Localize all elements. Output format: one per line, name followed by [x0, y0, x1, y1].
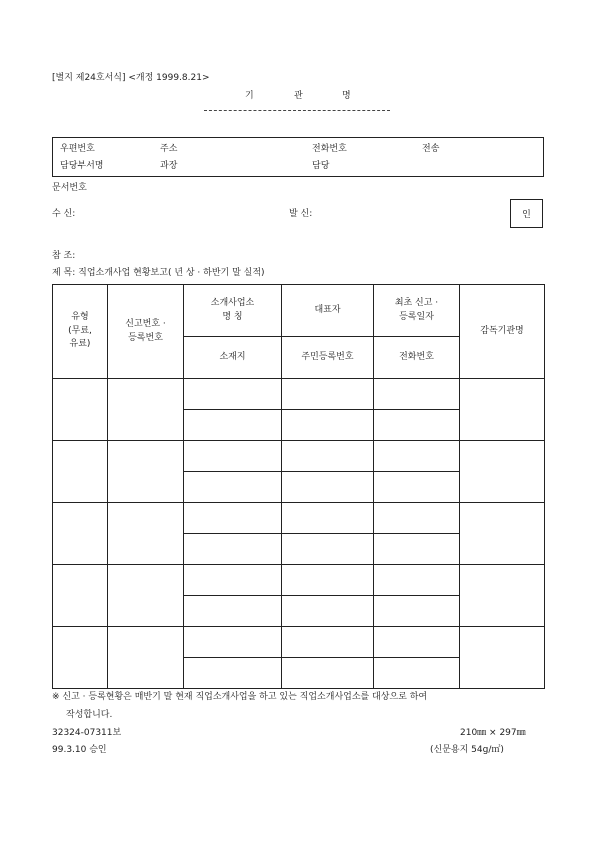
table-cell[interactable] [184, 472, 282, 503]
table-cell[interactable] [374, 534, 460, 565]
header-first-reg-line-2: 등록일자 [399, 311, 434, 322]
table-cell[interactable] [282, 658, 374, 689]
table-cell[interactable] [374, 565, 460, 596]
table-cell[interactable] [282, 472, 374, 503]
department-label: 담당부서명 [60, 161, 104, 171]
org-name-char-3: 명 [342, 91, 351, 101]
table-cell[interactable] [108, 503, 184, 565]
status-report-table [52, 284, 545, 689]
table-cell[interactable] [282, 627, 374, 658]
table-cell[interactable] [282, 503, 374, 534]
contact-info-box [52, 137, 544, 177]
header-representative: 대표자 [282, 285, 374, 337]
header-biz-line-1: 소개사업소 [210, 297, 255, 308]
address-label: 주소 [160, 144, 178, 154]
table-cell[interactable] [184, 379, 282, 410]
table-cell[interactable] [184, 441, 282, 472]
header-business-name [184, 285, 282, 337]
table-cell[interactable] [53, 627, 108, 689]
table-cell[interactable] [374, 503, 460, 534]
table-cell[interactable] [184, 596, 282, 627]
header-type-line-3: 유료) [69, 339, 91, 350]
table-cell[interactable] [282, 596, 374, 627]
org-name-char-1: 기 [245, 91, 254, 101]
reference-label: 참 조: [52, 251, 76, 261]
table-cell[interactable] [108, 379, 184, 441]
header-supervising-authority: 감독기관명 [460, 285, 545, 379]
table-cell[interactable] [282, 379, 374, 410]
table-cell[interactable] [282, 410, 374, 441]
table-cell[interactable] [374, 658, 460, 689]
table-cell[interactable] [184, 658, 282, 689]
table-cell[interactable] [184, 534, 282, 565]
footnote-line-2: 작성합니다. [66, 710, 113, 720]
table-cell[interactable] [53, 441, 108, 503]
phone-label: 전화번호 [312, 144, 347, 154]
header-type-line-1: 유형 [71, 311, 89, 322]
header-biz-line-2: 명 칭 [222, 311, 243, 322]
table-cell[interactable] [184, 410, 282, 441]
manager-label: 과장 [160, 161, 178, 171]
table-cell[interactable] [460, 503, 545, 565]
recipient-label: 수 신: [52, 209, 76, 219]
header-registration-number [108, 285, 184, 379]
header-type [53, 285, 108, 379]
org-name-char-2: 관 [294, 91, 303, 101]
table-cell[interactable] [184, 503, 282, 534]
table-cell[interactable] [460, 379, 545, 441]
table-cell[interactable] [374, 472, 460, 503]
form-number: [별지 제24호서식] <개정 1999.8.21> [52, 73, 210, 83]
table-cell[interactable] [108, 441, 184, 503]
table-cell[interactable] [460, 441, 545, 503]
table-cell[interactable] [184, 565, 282, 596]
seal-label: 인 [522, 210, 531, 220]
header-first-registration-date [374, 285, 460, 337]
fax-label: 전송 [422, 144, 440, 154]
table-cell[interactable] [282, 565, 374, 596]
table-cell[interactable] [374, 441, 460, 472]
table-cell[interactable] [184, 627, 282, 658]
table-cell[interactable] [108, 565, 184, 627]
table-cell[interactable] [460, 565, 545, 627]
staff-label: 담당 [312, 161, 330, 171]
table-cell[interactable] [374, 410, 460, 441]
document-number-label: 문서번호 [52, 183, 87, 193]
sender-label: 발 신: [289, 209, 313, 219]
paper-size: 210㎜ × 297㎜ [460, 728, 526, 738]
table-cell[interactable] [53, 379, 108, 441]
table-cell[interactable] [108, 627, 184, 689]
table-cell[interactable] [374, 627, 460, 658]
header-resident-number: 주민등록번호 [282, 337, 374, 379]
table-cell[interactable] [282, 534, 374, 565]
header-location: 소재지 [184, 337, 282, 379]
postal-code-label: 우편번호 [60, 144, 95, 154]
header-type-line-2: (무료, [68, 325, 92, 336]
header-reg-line-2: 등록번호 [128, 332, 163, 343]
approval-date: 99.3.10 승인 [52, 745, 107, 755]
footnote-line-1: ※ 신고 · 등록현황은 매반기 말 현재 직업소개사업을 하고 있는 직업소개사업소를 대상으로 하여 [52, 692, 428, 702]
table-cell[interactable] [282, 441, 374, 472]
table-cell[interactable] [374, 379, 460, 410]
paper-type: (신문용지 54g/㎡) [430, 745, 504, 755]
header-reg-line-1: 신고번호 · [125, 318, 166, 329]
header-first-reg-line-1: 최초 신고 · [394, 297, 439, 308]
table-cell[interactable] [374, 596, 460, 627]
table-cell[interactable] [53, 503, 108, 565]
table-cell[interactable] [460, 627, 545, 689]
subject-label: 제 목: 직업소개사업 현황보고( 년 상 · 하반기 말 실적) [52, 268, 265, 278]
seal-box [510, 199, 543, 228]
form-code: 32324-07311보 [52, 728, 122, 738]
table-cell[interactable] [53, 565, 108, 627]
org-name-underline [204, 110, 390, 111]
header-phone: 전화번호 [374, 337, 460, 379]
